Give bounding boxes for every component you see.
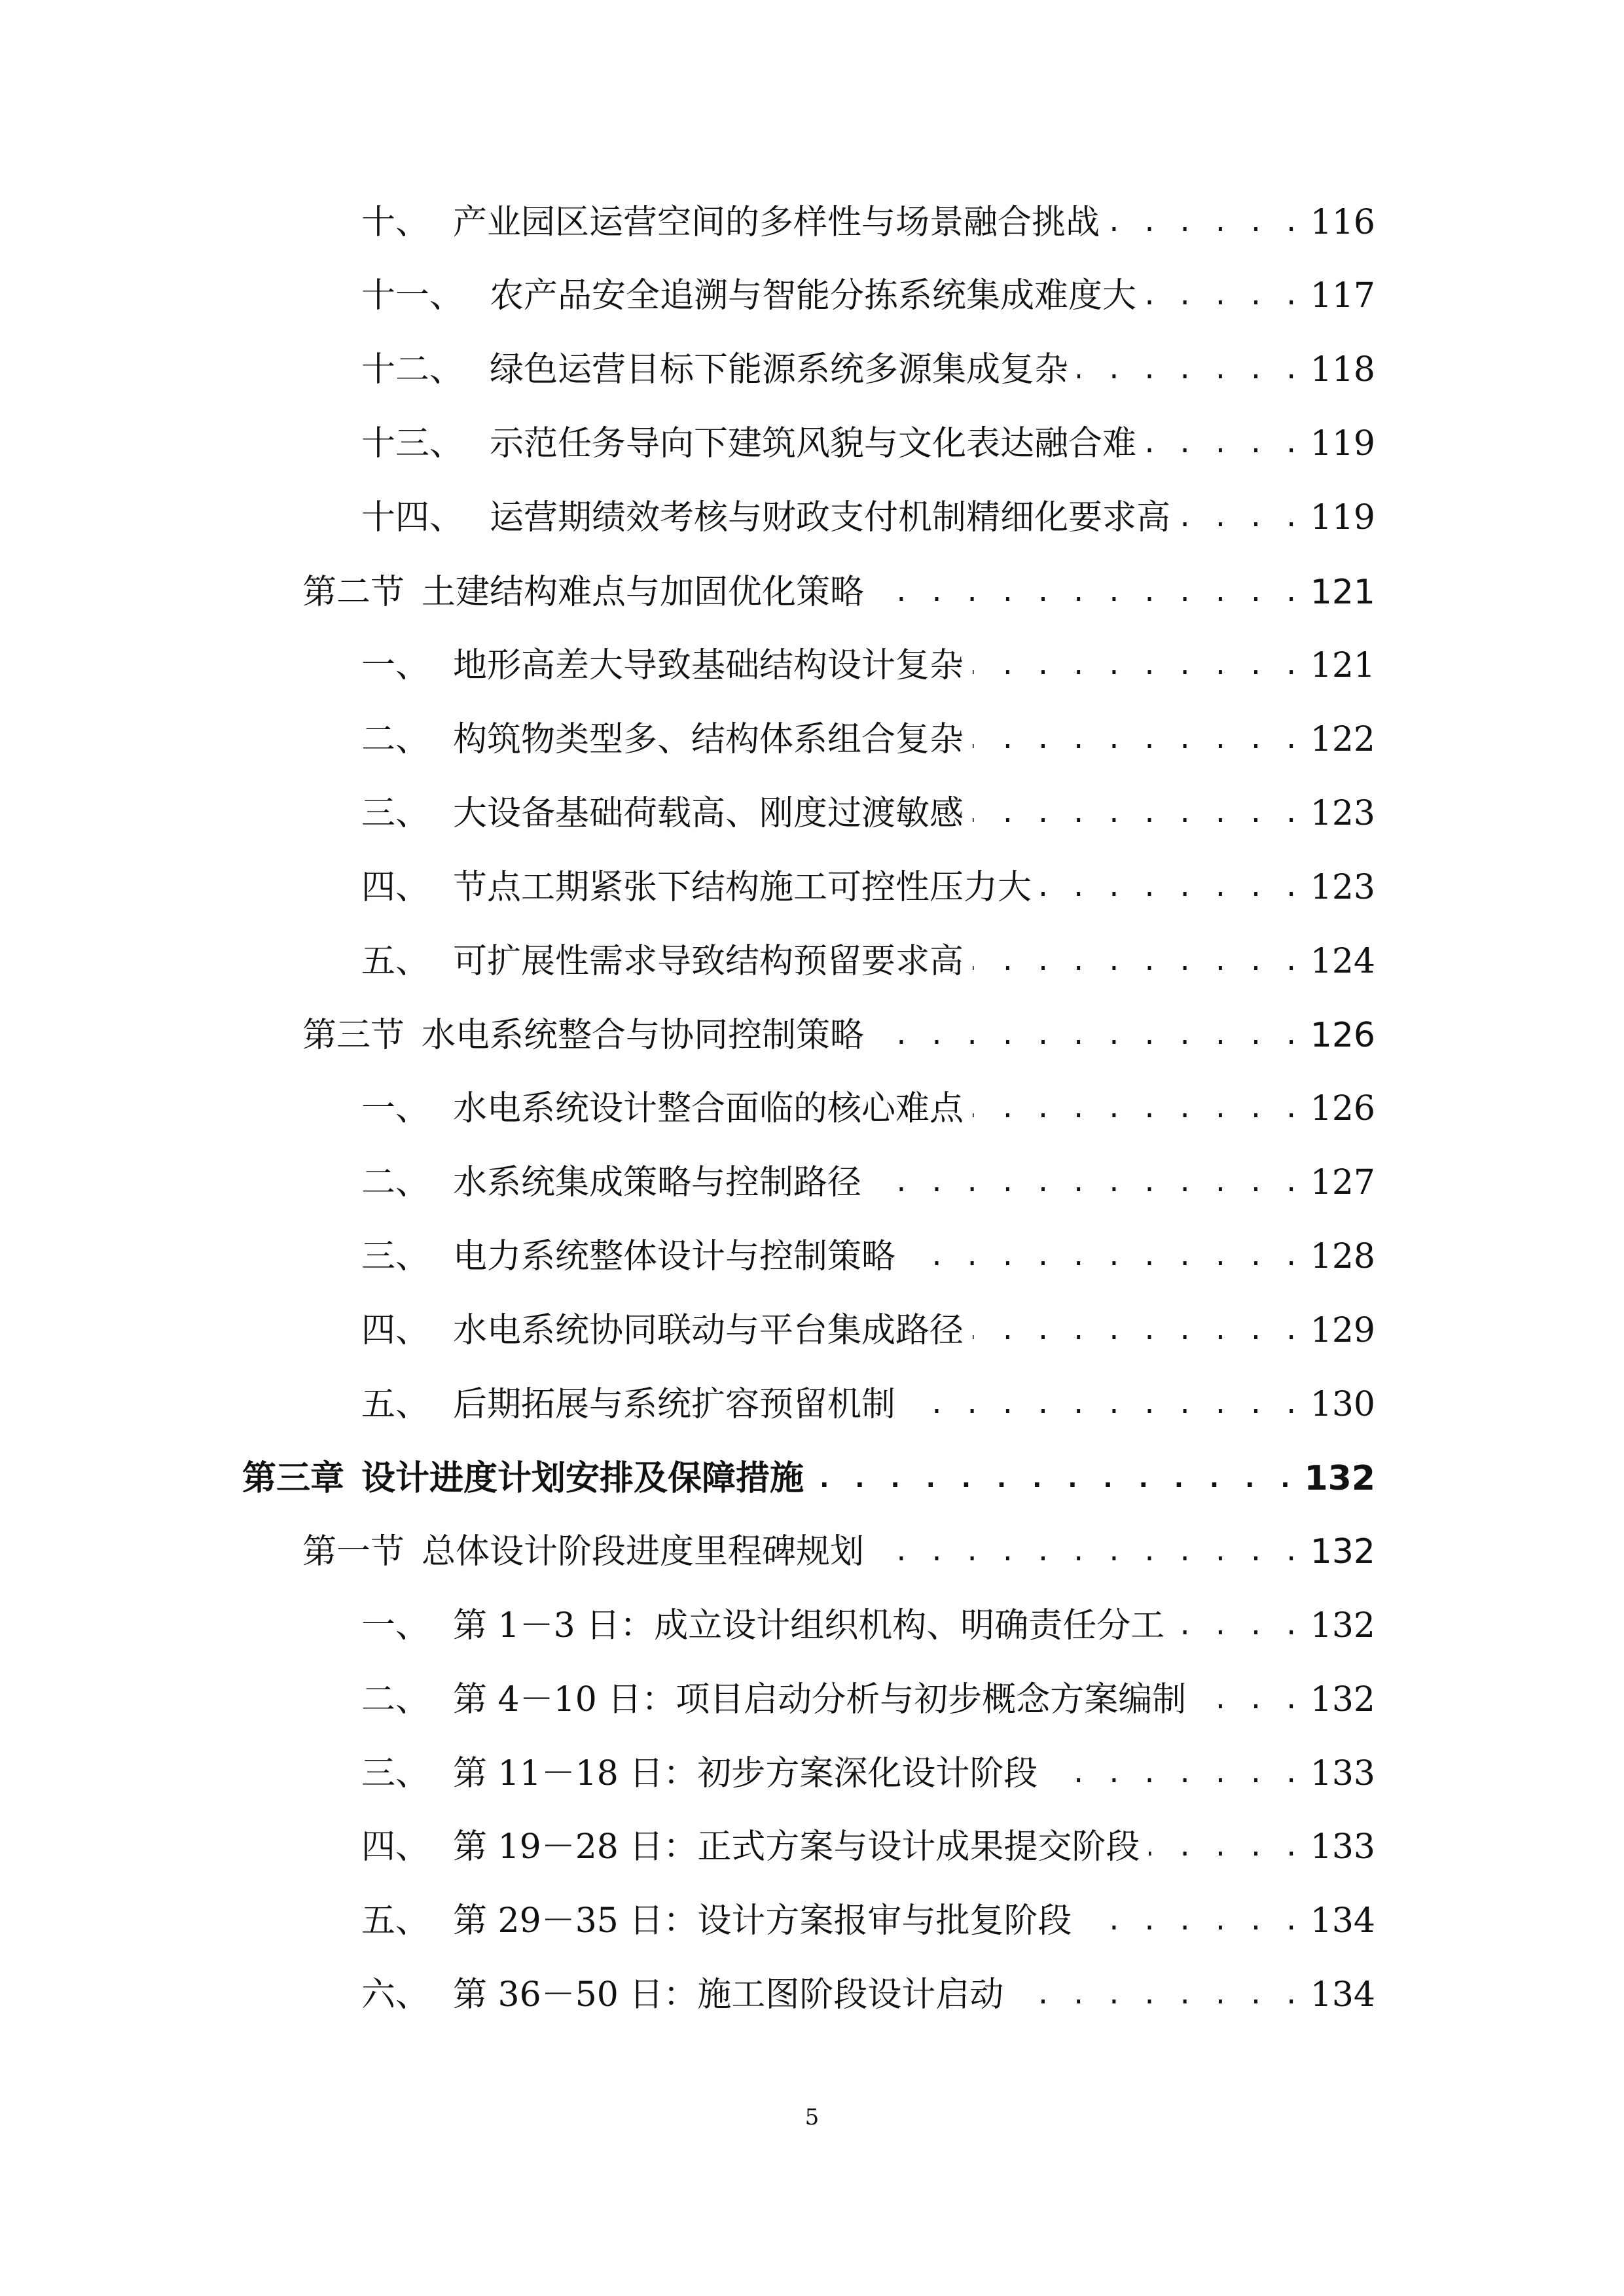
toc-entry-number: 十三、	[361, 424, 464, 463]
dot-leader	[1146, 418, 1301, 470]
toc-entry-title: 电力系统整体设计与控制策略	[453, 1237, 896, 1276]
toc-entry-page: 134	[1310, 1901, 1375, 1941]
toc-entry-title: 水系统集成策略与控制路径	[453, 1163, 862, 1202]
toc-entry-page: 132	[1304, 1459, 1375, 1498]
toc-entry[interactable]	[361, 1821, 1375, 1873]
toc-entry-page: 116	[1310, 203, 1375, 242]
toc-entry-title: 土建结构难点与加固优化策略	[422, 573, 865, 612]
toc-entry-number: 一、	[361, 1089, 430, 1128]
toc-entry[interactable]	[361, 1600, 1375, 1652]
toc-entry-title: 第 29－35 日：设计方案报审与批复阶段	[453, 1901, 1072, 1941]
dot-leader	[1013, 1969, 1301, 2021]
toc-entry-number: 一、	[361, 1606, 430, 1645]
toc-entry-title: 大设备基础荷载高、刚度过渡敏感	[453, 794, 964, 833]
toc-entry-number: 二、	[361, 1163, 430, 1202]
toc-entry[interactable]	[302, 1009, 1375, 1062]
toc-entry-title: 第 11－18 日：初步方案深化设计阶段	[453, 1754, 1038, 1793]
toc-entry-title: 产业园区运营空间的多样性与场景融合挑战	[453, 203, 1100, 242]
toc-entry-number: 三、	[361, 794, 430, 833]
dot-leader	[905, 1378, 1301, 1431]
toc-entry-number: 五、	[361, 1901, 430, 1941]
toc-entry[interactable]	[361, 1230, 1375, 1283]
toc-entry[interactable]	[361, 270, 1375, 322]
toc-entry[interactable]	[361, 196, 1375, 249]
toc-entry-number: 第一节	[302, 1532, 405, 1571]
toc-entry-number: 十、	[361, 203, 430, 242]
dot-leader	[973, 713, 1301, 766]
toc-entry-page: 128	[1310, 1237, 1375, 1276]
dot-leader	[873, 1526, 1301, 1578]
toc-entry-page: 119	[1310, 424, 1375, 463]
toc-entry-title: 示范任务导向下建筑风貌与文化表达融合难	[490, 424, 1137, 463]
toc-entry-number: 十一、	[361, 276, 464, 315]
toc-entry-page: 124	[1310, 942, 1375, 981]
toc-entry-number: 四、	[361, 868, 430, 907]
toc-entry[interactable]	[242, 1452, 1375, 1505]
toc-entry-title: 第 1－3 日：成立设计组织机构、明确责任分工	[453, 1606, 1165, 1645]
toc-entry-number: 四、	[361, 1827, 430, 1867]
toc-entry[interactable]	[361, 713, 1375, 766]
toc-entry[interactable]	[361, 935, 1375, 988]
dot-leader	[973, 1304, 1301, 1357]
toc-entry[interactable]	[361, 344, 1375, 396]
toc-entry-number: 五、	[361, 1385, 430, 1424]
dot-leader	[1041, 861, 1301, 914]
toc-entry-page: 132	[1310, 1606, 1375, 1645]
toc-entry-page: 126	[1310, 1089, 1375, 1128]
toc-entry-number: 第三章	[242, 1459, 345, 1498]
toc-entry-number: 第二节	[302, 573, 405, 612]
dot-leader	[1077, 344, 1301, 396]
dot-leader	[1146, 270, 1301, 322]
toc-entry-page: 132	[1310, 1680, 1375, 1719]
dot-leader	[1081, 1895, 1301, 1947]
toc-entry-title: 构筑物类型多、结构体系组合复杂	[453, 720, 964, 759]
toc-entry[interactable]	[361, 1895, 1375, 1947]
toc-entry-page: 123	[1310, 868, 1375, 907]
toc-entry[interactable]	[361, 1674, 1375, 1726]
dot-leader	[973, 639, 1301, 692]
toc-entry-number: 六、	[361, 1975, 430, 2015]
toc-entry-number: 十四、	[361, 498, 464, 537]
toc-entry-title: 节点工期紧张下结构施工可控性压力大	[453, 868, 1032, 907]
dot-leader	[813, 1452, 1295, 1505]
toc-entry-number: 二、	[361, 1680, 430, 1719]
toc-entry-title: 总体设计阶段进度里程碑规划	[422, 1532, 865, 1571]
toc-entry-page: 122	[1310, 720, 1375, 759]
dot-leader	[873, 1009, 1301, 1062]
toc-entry-page: 126	[1310, 1016, 1375, 1055]
toc-entry-page: 134	[1310, 1975, 1375, 2015]
toc-entry-title: 第 36－50 日：施工图阶段设计启动	[453, 1975, 1004, 2015]
toc-entry-number: 一、	[361, 646, 430, 685]
toc-entry-title: 第 4－10 日：项目启动分析与初步概念方案编制	[453, 1680, 1187, 1719]
toc-entry-number: 二、	[361, 720, 430, 759]
dot-leader	[1149, 1821, 1301, 1873]
toc-entry[interactable]	[361, 492, 1375, 544]
toc-entry-number: 五、	[361, 942, 430, 981]
toc-entry-title: 农产品安全追溯与智能分拣系统集成难度大	[490, 276, 1137, 315]
toc-entry-title: 水电系统协同联动与平台集成路径	[453, 1311, 964, 1350]
dot-leader	[973, 935, 1301, 988]
toc-entry-number: 四、	[361, 1311, 430, 1350]
toc-entry[interactable]	[361, 1748, 1375, 1800]
toc-entry-page: 133	[1310, 1754, 1375, 1793]
toc-entry[interactable]	[361, 1304, 1375, 1357]
dot-leader	[1180, 492, 1301, 544]
toc-entry[interactable]	[361, 418, 1375, 470]
toc-entry-number: 第三节	[302, 1016, 405, 1055]
toc-entry[interactable]	[302, 566, 1375, 619]
dot-leader	[1174, 1600, 1301, 1652]
toc-entry[interactable]	[361, 639, 1375, 692]
toc-entry[interactable]	[361, 1378, 1375, 1431]
toc-entry-title: 后期拓展与系统扩容预留机制	[453, 1385, 896, 1424]
toc-entry[interactable]	[361, 861, 1375, 914]
toc-entry-number: 三、	[361, 1237, 430, 1276]
toc-entry-title: 水电系统设计整合面临的核心难点	[453, 1089, 964, 1128]
toc-entry-title: 设计进度计划安排及保障措施	[361, 1459, 804, 1498]
toc-entry-title: 第 19－28 日：正式方案与设计成果提交阶段	[453, 1827, 1140, 1867]
toc-entry-page: 133	[1310, 1827, 1375, 1867]
page-number: 5	[804, 2104, 820, 2130]
toc-entry-page: 119	[1310, 498, 1375, 537]
toc-entry[interactable]	[361, 787, 1375, 840]
dot-leader	[871, 1157, 1301, 1209]
toc-entry-number: 三、	[361, 1754, 430, 1793]
toc-entry-title: 可扩展性需求导致结构预留要求高	[453, 942, 964, 981]
toc-entry[interactable]	[361, 1157, 1375, 1209]
dot-leader	[973, 787, 1301, 840]
toc-entry-page: 132	[1310, 1532, 1375, 1571]
toc-entry-title: 地形高差大导致基础结构设计复杂	[453, 646, 964, 685]
toc-entry-page: 127	[1310, 1163, 1375, 1202]
toc-entry-page: 130	[1310, 1385, 1375, 1424]
dot-leader	[973, 1083, 1301, 1135]
toc-entry-title: 运营期绩效考核与财政支付机制精细化要求高	[490, 498, 1171, 537]
toc-entry-page: 123	[1310, 794, 1375, 833]
toc-entry-page: 121	[1310, 646, 1375, 685]
dot-leader	[1047, 1748, 1301, 1800]
toc-entry-number: 十二、	[361, 350, 464, 389]
dot-leader	[1195, 1674, 1301, 1726]
dot-leader	[1109, 196, 1301, 249]
toc-entry-page: 121	[1310, 573, 1375, 612]
toc-entry-page: 129	[1310, 1311, 1375, 1350]
toc-entry[interactable]	[361, 1083, 1375, 1135]
dot-leader	[905, 1230, 1301, 1283]
toc-entry-title: 绿色运营目标下能源系统多源集成复杂	[490, 350, 1069, 389]
toc-entry-title: 水电系统整合与协同控制策略	[422, 1016, 865, 1055]
dot-leader	[873, 566, 1301, 619]
toc-entry-page: 118	[1310, 350, 1375, 389]
toc-entry[interactable]	[361, 1969, 1375, 2021]
toc-entry-page: 117	[1310, 276, 1375, 315]
toc-entry[interactable]	[302, 1526, 1375, 1578]
